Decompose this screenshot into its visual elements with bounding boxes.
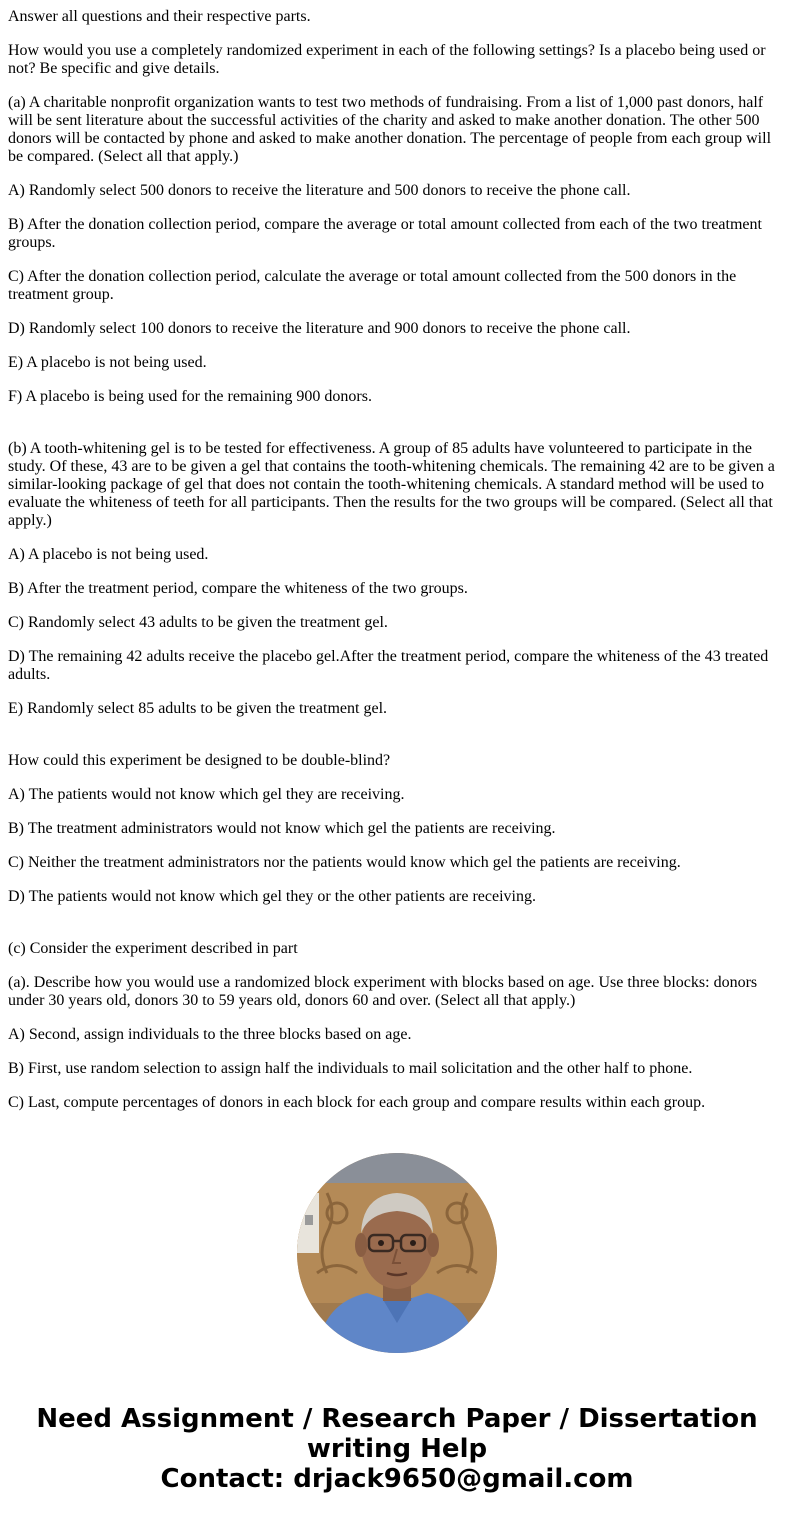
part-a-option: E) A placebo is not being used. [8, 354, 207, 371]
part-b-option: B) After the treatment period, compare the whiteness of the two groups. [8, 580, 468, 597]
part-b-option: E) Randomly select 85 adults to be given the treatment gel. [8, 700, 388, 717]
part-b-option: A) A placebo is not being used. [8, 546, 209, 563]
double-blind-prompt: How could this experiment be designed to be double-blind? [8, 752, 391, 769]
footer-banner [0, 1404, 794, 1494]
part-a-option: F) A placebo is being used for the remaining 900 donors. [8, 388, 372, 405]
part-b-prompt: (b) A tooth-whitening gel is to be tested for effectiveness. A group of 85 adults have volunteered to participate in the study. Of these, 43 are to be given a gel that contains the tooth-whitening chemicals. The remaining 42 are to be given a similar-looking package of gel that does not contain the tooth-whitening chemicals. A standard method will be used to evaluate the whiteness of teeth for all participants. Then the results for the two groups will be compared. (Select all that apply.) [8, 440, 775, 529]
part-c-prompt: (c) Consider the experiment described in part [8, 940, 298, 957]
part-a-option: A) Randomly select 500 donors to receive the literature and 500 donors to receive the phone call. [8, 182, 631, 199]
double-blind-option: C) Neither the treatment administrators nor the patients would know which gel the patients are receiving. [8, 854, 681, 871]
part-a-option: D) Randomly select 100 donors to receive the literature and 900 donors to receive the phone call. [8, 320, 631, 337]
tutor-portrait-image [297, 1153, 497, 1353]
part-c-option: A) Second, assign individuals to the three blocks based on age. [8, 1026, 412, 1043]
instruction-text: Answer all questions and their respective parts. [8, 8, 311, 25]
part-c-prompt-continued: (a). Describe how you would use a randomized block experiment with blocks based on age. Use three blocks: donors under 30 years old, donors 30 to 59 years old, donors 60 and over. (Select all that apply.) [8, 974, 758, 1009]
part-b-option: C) Randomly select 43 adults to be given the treatment gel. [8, 614, 388, 631]
double-blind-option: B) The treatment administrators would not know which gel the patients are receiving. [8, 820, 556, 837]
double-blind-option: A) The patients would not know which gel they are receiving. [8, 786, 405, 803]
part-a-option: B) After the donation collection period, compare the average or total amount collected from each of the two treatment groups. [8, 216, 762, 251]
part-c-option: C) Last, compute percentages of donors in each block for each group and compare results within each group. [8, 1094, 706, 1111]
part-a-prompt: (a) A charitable nonprofit organization wants to test two methods of fundraising. From a list of 1,000 past donors, half will be sent literature about the successful activities of the charity and asked to make another donation. The other 500 donors will be contacted by phone and asked to make another donation. The percentage of people from each group will be compared. (Select all that apply.) [8, 94, 772, 165]
avatar [297, 1153, 497, 1353]
double-blind-option: D) The patients would not know which gel they or the other patients are receiving. [8, 888, 536, 905]
main-question: How would you use a completely randomized experiment in each of the following settings? Is a placebo being used or not? Be specific and give details. [8, 42, 766, 77]
part-b-option: D) The remaining 42 adults receive the placebo gel.After the treatment period, compare the whiteness of the 43 treated adults. [8, 648, 769, 683]
question-content [8, 8, 778, 1128]
part-c-option: B) First, use random selection to assign half the individuals to mail solicitation and the other half to phone. [8, 1060, 693, 1077]
footer-line-1: Need Assignment / Research Paper / Dissertation [36, 1404, 758, 1434]
part-a-option: C) After the donation collection period, calculate the average or total amount collected from the 500 donors in the treatment group. [8, 268, 737, 303]
footer-line-2: writing Help [306, 1434, 488, 1464]
footer-contact: Contact: drjack9650@gmail.com [160, 1464, 634, 1494]
